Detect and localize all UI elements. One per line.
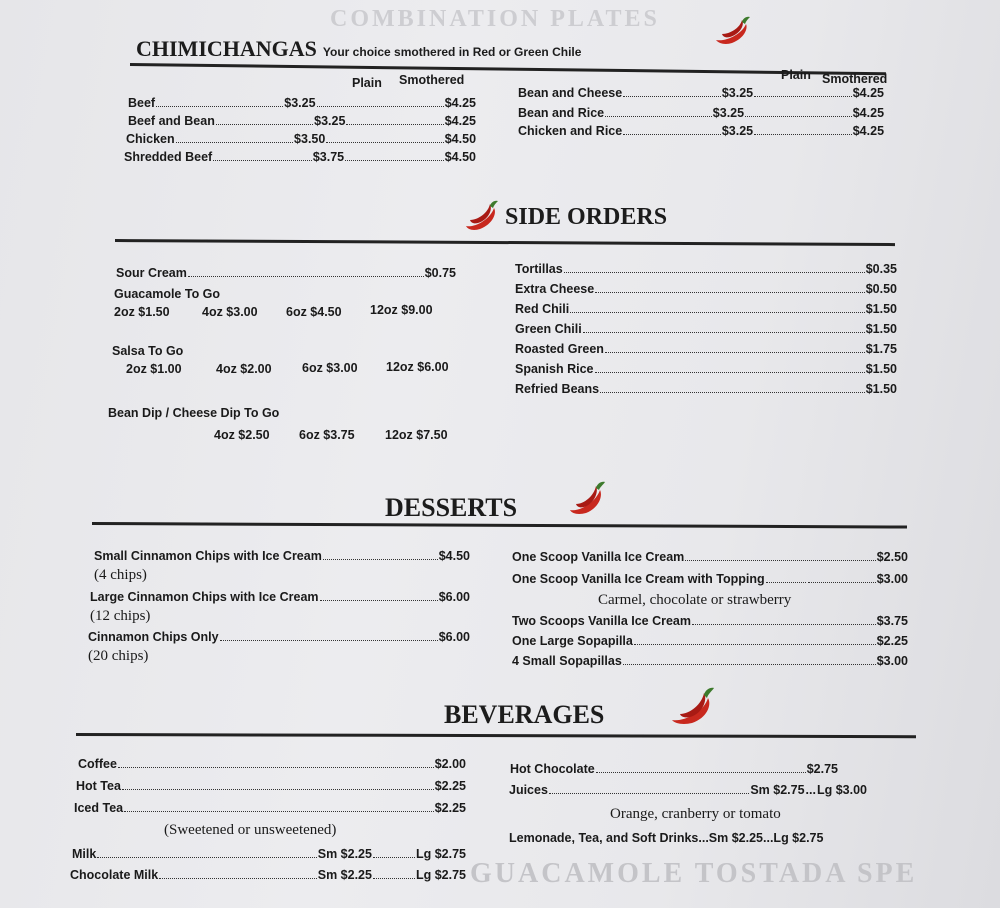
chimichanga-item bbox=[518, 106, 884, 120]
item-price: $0.35 bbox=[865, 262, 897, 276]
chocolate-milk-name: Chocolate Milk bbox=[70, 868, 159, 882]
item-price: $2.00 bbox=[434, 757, 466, 771]
juices-sm-price: Sm $2.75 bbox=[750, 783, 805, 797]
chimichangas-title: CHIMICHANGAS Your choice smothered in Red or Green Chile bbox=[136, 36, 582, 61]
dessert-note: (20 chips) bbox=[88, 648, 149, 664]
dessert-note: (12 chips) bbox=[90, 608, 151, 624]
item-name: Chicken and Rice bbox=[518, 124, 623, 138]
dip-size: 12oz $7.50 bbox=[385, 428, 448, 442]
item-price: $1.50 bbox=[865, 322, 897, 336]
dessert-item bbox=[512, 634, 908, 648]
dessert-item bbox=[94, 549, 470, 563]
item-price: $3.75 bbox=[876, 614, 908, 628]
side-order-item bbox=[515, 382, 897, 396]
item-name: Cinnamon Chips Only bbox=[88, 630, 219, 644]
plain-price: $3.25 bbox=[721, 124, 754, 138]
hot-chocolate-row bbox=[510, 762, 838, 776]
salsa-label: Salsa To Go bbox=[112, 344, 184, 358]
juices-note: Orange, cranberry or tomato bbox=[610, 806, 781, 822]
milk-name: Milk bbox=[72, 847, 97, 861]
chimichanga-item bbox=[124, 150, 476, 164]
chocolate-milk-lg-price: Lg $2.75 bbox=[415, 868, 466, 882]
chimichanga-item bbox=[126, 132, 476, 146]
milk-lg-price: Lg $2.75 bbox=[415, 847, 466, 861]
dip-label: Bean Dip / Cheese Dip To Go bbox=[108, 406, 280, 420]
side-order-item bbox=[515, 342, 897, 356]
item-name: Roasted Green bbox=[515, 342, 604, 356]
plain-price: $3.25 bbox=[314, 114, 346, 128]
dessert-item bbox=[512, 654, 908, 668]
side-orders-title: SIDE ORDERS bbox=[505, 204, 668, 230]
item-name: One Scoop Vanilla Ice Cream with Topping bbox=[512, 572, 765, 586]
chimi-left-smothered-header: Smothered bbox=[399, 73, 465, 87]
dessert-item bbox=[90, 590, 470, 604]
dip-size: 6oz $3.75 bbox=[299, 428, 355, 442]
item-price: $1.50 bbox=[865, 382, 897, 396]
item-name: Spanish Rice bbox=[515, 362, 594, 376]
side-order-item bbox=[515, 322, 897, 336]
guacamole-size: 6oz $4.50 bbox=[286, 305, 342, 319]
item-name: Bean and Rice bbox=[518, 106, 605, 120]
chile-pepper-icon bbox=[462, 198, 502, 232]
guacamole-label: Guacamole To Go bbox=[114, 287, 221, 301]
guacamole-size: 12oz $9.00 bbox=[370, 303, 433, 317]
item-name: Small Cinnamon Chips with Ice Cream bbox=[94, 549, 322, 563]
sour-cream-name: Sour Cream bbox=[116, 266, 187, 280]
item-price: $6.00 bbox=[438, 590, 470, 604]
hot-chocolate-name: Hot Chocolate bbox=[510, 762, 595, 776]
dessert-item bbox=[512, 550, 908, 564]
item-price: $2.25 bbox=[434, 801, 466, 815]
chimichanga-item bbox=[518, 124, 884, 138]
item-price: $1.50 bbox=[865, 302, 897, 316]
plain-price: $3.25 bbox=[284, 96, 316, 110]
chimichangas-subtitle: Your choice smothered in Red or Green Chile bbox=[322, 45, 582, 59]
chile-pepper-icon bbox=[566, 480, 608, 516]
chile-pepper-icon bbox=[668, 686, 718, 726]
item-name: Tortillas bbox=[515, 262, 563, 276]
chimi-left-plain-header: Plain bbox=[352, 76, 382, 90]
beverage-item bbox=[76, 779, 466, 793]
item-price: $1.50 bbox=[865, 362, 897, 376]
item-name: Chicken bbox=[126, 132, 175, 146]
item-name: Coffee bbox=[78, 757, 117, 771]
juices-name: Juices bbox=[509, 783, 548, 797]
item-name: Hot Tea bbox=[76, 779, 121, 793]
sour-cream-price: $0.75 bbox=[424, 266, 456, 280]
plain-price: $3.75 bbox=[312, 150, 345, 164]
chimichanga-item bbox=[518, 86, 884, 100]
item-price: $3.00 bbox=[876, 654, 908, 668]
juices-lg-price: Lg $3.00 bbox=[816, 783, 867, 797]
item-name: Green Chili bbox=[515, 322, 582, 336]
smothered-price: $4.50 bbox=[444, 150, 476, 164]
juices-row: Juices Sm $2.75 ... Lg $3.00 bbox=[509, 783, 867, 797]
item-name: Iced Tea bbox=[74, 801, 124, 815]
chocolate-milk-row bbox=[70, 868, 466, 882]
salsa-size: 2oz $1.00 bbox=[126, 362, 182, 376]
item-name: 4 Small Sopapillas bbox=[512, 654, 622, 668]
side-order-item bbox=[515, 282, 897, 296]
side-order-item bbox=[515, 302, 897, 316]
item-name: Shredded Beef bbox=[124, 150, 213, 164]
item-name: Beef and Bean bbox=[128, 114, 215, 128]
beverage-item bbox=[78, 757, 466, 771]
item-name: One Large Sopapilla bbox=[512, 634, 633, 648]
guacamole-size: 4oz $3.00 bbox=[202, 305, 258, 319]
item-name: Two Scoops Vanilla Ice Cream bbox=[512, 614, 691, 628]
guacamole-size: 2oz $1.50 bbox=[114, 305, 170, 319]
dessert-note: (4 chips) bbox=[94, 567, 147, 583]
dessert-note: Carmel, chocolate or strawberry bbox=[598, 592, 792, 608]
plain-price: $3.25 bbox=[712, 106, 745, 120]
item-name: One Scoop Vanilla Ice Cream bbox=[512, 550, 685, 564]
smothered-price: $4.50 bbox=[444, 132, 477, 146]
iced-tea-note: (Sweetened or unsweetened) bbox=[164, 822, 337, 838]
side-order-item bbox=[515, 362, 897, 376]
bleed-through-header: COMBINATION PLATES bbox=[330, 6, 660, 32]
item-price: $3.00 bbox=[876, 572, 908, 586]
chile-pepper-icon bbox=[712, 14, 754, 46]
milk-sm-price: Sm $2.25 bbox=[317, 847, 372, 861]
item-name: Extra Cheese bbox=[515, 282, 595, 296]
item-price: $2.25 bbox=[434, 779, 466, 793]
item-price: $4.50 bbox=[438, 549, 470, 563]
smothered-price: $4.25 bbox=[852, 106, 885, 120]
dip-size: 4oz $2.50 bbox=[214, 428, 270, 442]
smothered-price: $4.25 bbox=[852, 124, 885, 138]
dessert-item bbox=[512, 614, 908, 628]
desserts-title: DESSERTS bbox=[385, 493, 518, 522]
salsa-size: 6oz $3.00 bbox=[302, 361, 358, 375]
chimichanga-item bbox=[128, 114, 476, 128]
item-name: Refried Beans bbox=[515, 382, 600, 396]
soft-drinks-row: Lemonade, Tea, and Soft Drinks...Sm $2.25...Lg $2.75 bbox=[509, 831, 824, 845]
item-name: Beef bbox=[128, 96, 156, 110]
item-price: $2.25 bbox=[876, 634, 908, 648]
item-price: $0.50 bbox=[865, 282, 897, 296]
salsa-size: 4oz $2.00 bbox=[216, 362, 272, 376]
chimi-right-smothered-header: Smothered bbox=[822, 72, 888, 86]
item-price: $6.00 bbox=[438, 630, 470, 644]
chimi-right-plain-header: Plain bbox=[781, 68, 811, 82]
plain-price: $3.50 bbox=[294, 132, 326, 146]
bleed-through-footer: GUACAMOLE TOSTADA SPE bbox=[470, 858, 918, 889]
chimichanga-item bbox=[128, 96, 476, 110]
item-price: $1.75 bbox=[865, 342, 897, 356]
item-name: Bean and Cheese bbox=[518, 86, 623, 100]
item-name: Red Chili bbox=[515, 302, 570, 316]
chocolate-milk-sm-price: Sm $2.25 bbox=[317, 868, 372, 882]
salsa-size: 12oz $6.00 bbox=[386, 360, 449, 374]
plain-price: $3.25 bbox=[721, 86, 754, 100]
dessert-item bbox=[88, 630, 470, 644]
smothered-price: $4.25 bbox=[444, 96, 476, 110]
milk-row bbox=[72, 847, 466, 861]
hot-chocolate-price: $2.75 bbox=[806, 762, 838, 776]
side-order-item bbox=[515, 262, 897, 276]
item-price: $2.50 bbox=[876, 550, 908, 564]
beverages-title: BEVERAGES bbox=[444, 700, 605, 729]
item-name: Large Cinnamon Chips with Ice Cream bbox=[90, 590, 319, 604]
smothered-price: $4.25 bbox=[444, 114, 476, 128]
smothered-price: $4.25 bbox=[852, 86, 884, 100]
beverage-item bbox=[74, 801, 466, 815]
sour-cream-row bbox=[116, 266, 456, 280]
dessert-item bbox=[512, 572, 908, 586]
